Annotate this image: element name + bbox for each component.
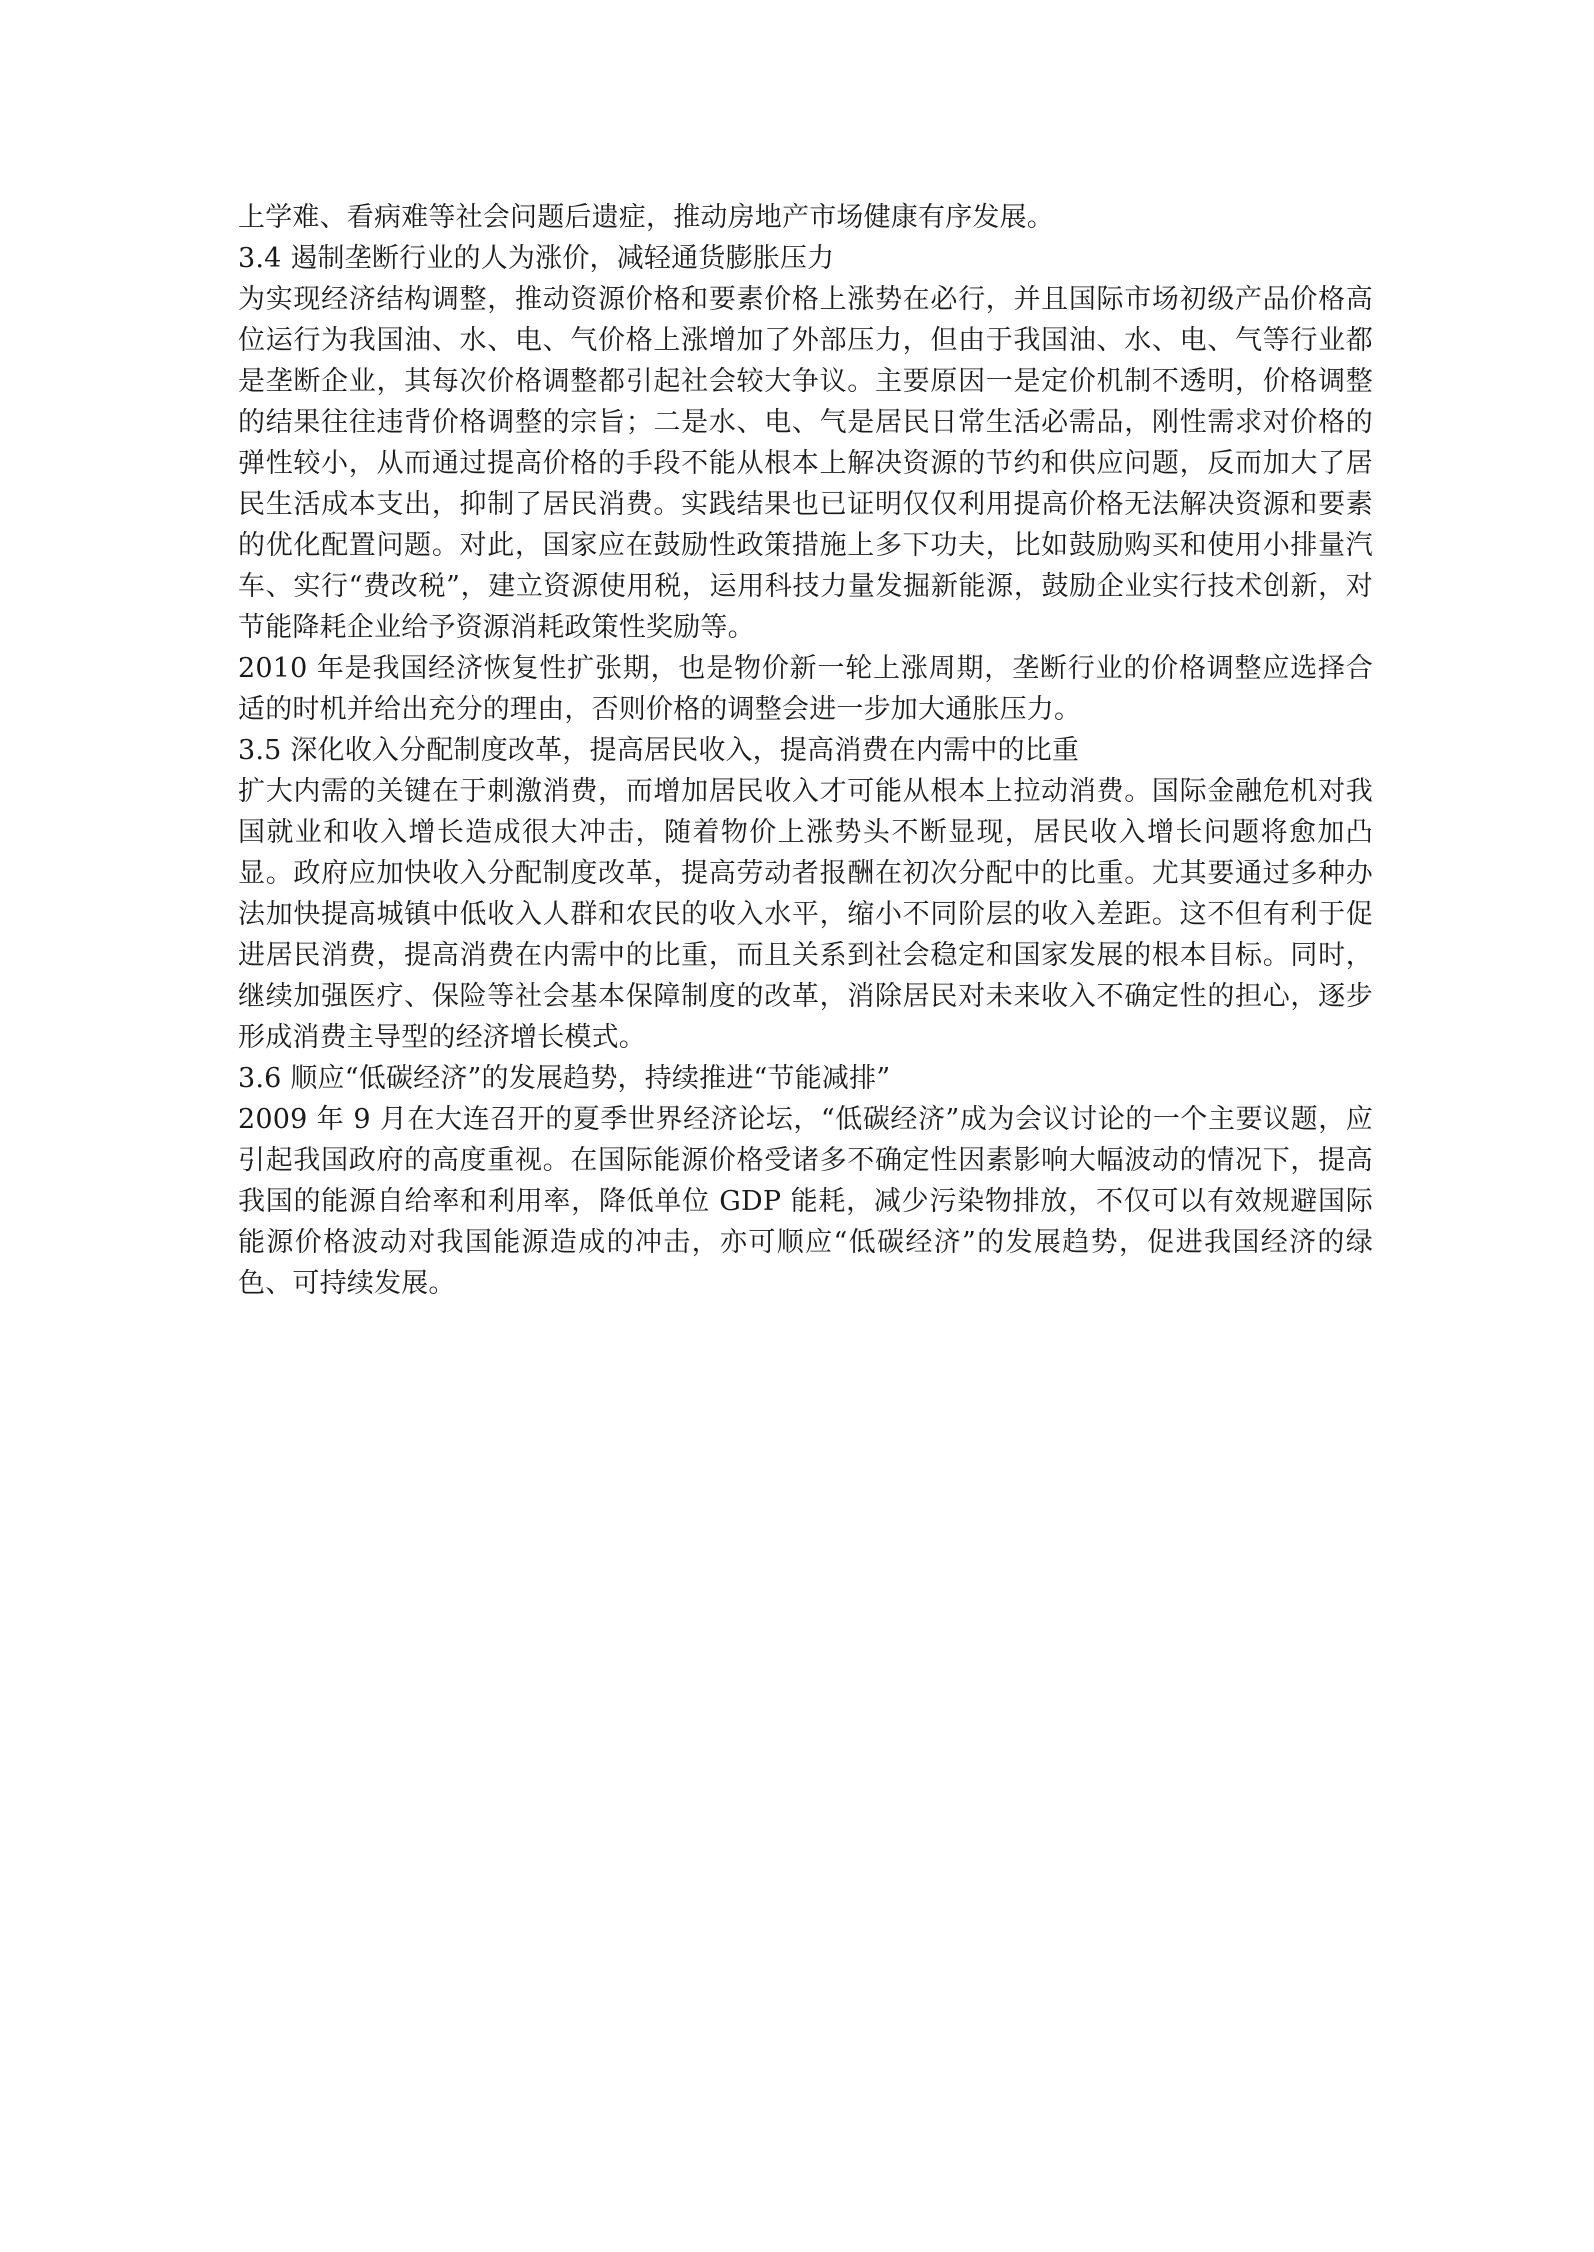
section-heading-3-6: 3.6 顺应“低碳经济”的发展趋势，持续推进“节能减排” xyxy=(238,1063,891,1094)
document-body xyxy=(238,197,1373,1304)
paragraph-monopoly-pricing: 为实现经济结构调整，推动资源价格和要素价格上涨势在必行，并且国际市场初级产品价格高位运行为我国油、水、电、气价格上涨增加了外部压力，但由于我国油、水、电、气等行业都是垄断企业，其每次价格调整都引起社会较大争议。主要原因一是定价机制不透明，价格调整的结果往往违背价格调整的宗旨；二是水、电、气是居民日常生活必需品，刚性需求对价格的弹性较小，从而通过提高价格的手段不能从根本上解决资源的节约和供应问题，反而加大了居民生活成本支出，抑制了居民消费。实践结果也已证明仅仅利用提高价格无法解决资源和要素的优化配置问题。对此，国家应在鼓励性政策措施上多下功夫，比如鼓励购买和使用小排量汽车、实行“费改税”，建立资源使用税，运用科技力量发掘新能源，鼓励企业实行技术创新，对节能降耗企业给予资源消耗政策性奖励等。 xyxy=(238,284,1373,643)
paragraph-low-carbon: 2009 年 9 月在大连召开的夏季世界经济论坛，“低碳经济”成为会议讨论的一个主要议题，应引起我国政府的高度重视。在国际能源价格受诸多不确定性因素影响大幅波动的情况下，提高我国的能源自给率和利用率，降低单位 GDP 能耗，减少污染物排放，不仅可以有效规避国际能源价格波动对我国能源造成的冲击，亦可顺应“低碳经济”的发展趋势，促进我国经济的绿色、可持续发展。 xyxy=(238,1104,1373,1299)
section-heading-3-4: 3.4 遏制垄断行业的人为涨价，减轻通货膨胀压力 xyxy=(238,243,835,274)
section-heading-3-5: 3.5 深化收入分配制度改革，提高居民收入，提高消费在内需中的比重 xyxy=(238,735,1080,766)
paragraph-2010-inflation: 2010 年是我国经济恢复性扩张期，也是物价新一轮上涨周期，垄断行业的价格调整应选择合适的时机并给出充分的理由，否则价格的调整会进一步加大通胀压力。 xyxy=(238,653,1373,725)
paragraph-continuation: 上学难、看病难等社会问题后遗症，推动房地产市场健康有序发展。 xyxy=(238,202,1054,233)
paragraph-income-distribution: 扩大内需的关键在于刺激消费，而增加居民收入才可能从根本上拉动消费。国际金融危机对我国就业和收入增长造成很大冲击，随着物价上涨势头不断显现，居民收入增长问题将愈加凸显。政府应加快收入分配制度改革，提高劳动者报酬在初次分配中的比重。尤其要通过多种办法加快提高城镇中低收入人群和农民的收入水平，缩小不同阶层的收入差距。这不但有利于促进居民消费，提高消费在内需中的比重，而且关系到社会稳定和国家发展的根本目标。同时，继续加强医疗、保险等社会基本保障制度的改革，消除居民对未来收入不确定性的担心，逐步形成消费主导型的经济增长模式。 xyxy=(238,776,1373,1053)
